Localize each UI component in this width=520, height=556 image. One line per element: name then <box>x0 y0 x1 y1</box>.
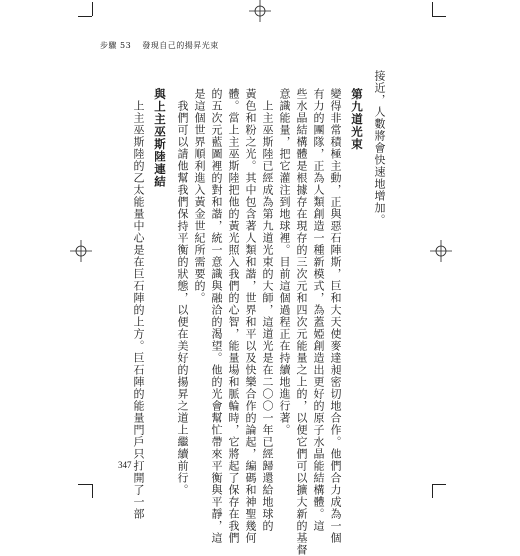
text-column: 上主巫斯陸已經成為第九道光束的大師，這道光是在二〇〇一年已經歸還給地球的 <box>261 88 274 532</box>
registration-mark-right-icon <box>430 240 452 262</box>
text-column: 是這個世界順利進入黃金世紀所需要的。 <box>193 88 206 304</box>
text-column: 上主巫斯陸的乙太能量中心是在巨石陣的上方。巨石陣的能量門戶只打開了一部 <box>132 88 145 520</box>
text-column: 有力的團隊，正為人類創造一種新模式，為蓋婭創造出更好的原子水晶能結構體。這 <box>312 88 325 532</box>
page-number: 347 <box>118 460 132 470</box>
chapter-number: 步驟 53 <box>100 41 132 50</box>
crop-mark-bottom-right-h <box>432 484 446 485</box>
section-heading: 與上主巫斯陸連結 <box>153 88 167 188</box>
text-column: 體。當上主巫斯陸把他的黃光照入我們的心智，能量場和脈輪時，它將起了保存在我們 <box>227 88 240 544</box>
crop-mark-top-left <box>92 2 93 16</box>
running-head <box>100 40 227 51</box>
crop-mark-top-left-h <box>78 16 92 17</box>
crop-mark-top-right <box>432 2 433 16</box>
text-column: 接近，人數將會快速地增加。 <box>373 70 386 226</box>
crop-mark-bottom-left <box>92 484 93 498</box>
text-column: 黃色和粉之光。其中包含著人類和諧，世界和平以及快樂合作的論起，編碼和神聖幾何 <box>244 88 257 544</box>
crop-mark-bottom-left-h <box>78 484 92 485</box>
text-column: 些水晶結構體是根據存在現存的三次元和四次元能量之上的，以便它們可以擴大新的基督 <box>295 88 308 556</box>
section-heading: 第九道光束 <box>350 88 364 151</box>
crop-mark-top-right-h <box>432 16 446 17</box>
text-column: 我們可以請他幫我們保持平衡的狀態，以便在美好的揚昇之道上繼續前行。 <box>176 88 189 496</box>
chapter-title: 發現自己的揚昇光束 <box>142 41 219 50</box>
registration-mark-left-icon <box>70 240 92 262</box>
registration-mark-top-icon <box>249 0 271 22</box>
crop-mark-bottom-right <box>432 484 433 498</box>
text-column: 的五次元藍圖裡的對和諧，統一意識與融洽的渴望。他的光會幫忙帶來平衡與平靜，這 <box>210 88 223 544</box>
text-column: 變得非常積極主動，正與惡石陣斯，巨和大天使麥達昶密切地合作。他們合力成為一個 <box>329 88 342 544</box>
text-column: 意識能量，把它灌注到地球裡。目前這個過程正在持續地進行著。 <box>278 88 291 436</box>
